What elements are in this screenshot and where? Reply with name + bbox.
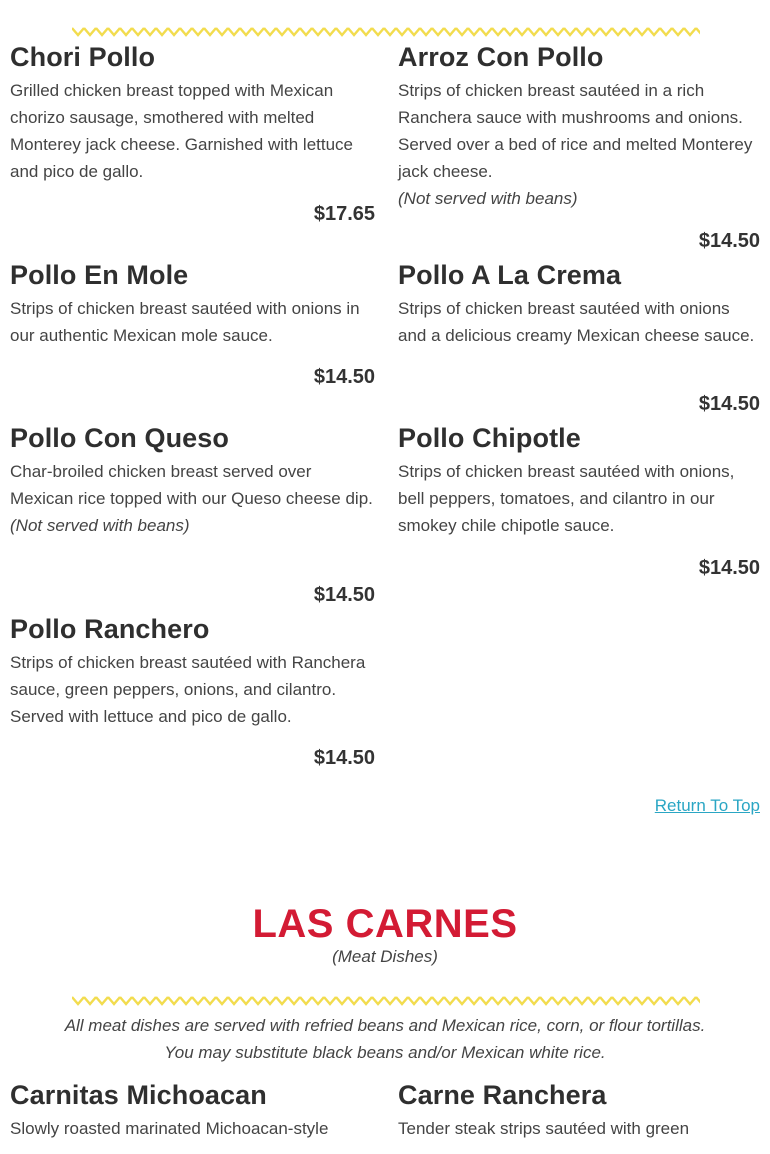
item-description: Strips of chicken breast sautéed with onions in our authentic Mexican mole sauce. bbox=[10, 299, 360, 345]
item-description: Strips of chicken breast sautéed with onions and a delicious creamy Mexican cheese sauce. bbox=[398, 299, 755, 345]
item-note: (Not served with beans) bbox=[10, 516, 190, 535]
item-name: Pollo A La Crema bbox=[398, 260, 622, 290]
item-price: $14.50 bbox=[313, 366, 375, 388]
menu-item-carne-ranchera bbox=[398, 1079, 760, 1154]
item-name: Carnitas Michoacan bbox=[10, 1080, 267, 1110]
item-price: $14.50 bbox=[698, 393, 760, 415]
item-name: Chori Pollo bbox=[10, 42, 156, 72]
zigzag-pattern bbox=[72, 25, 700, 37]
zigzag-divider-carnes bbox=[72, 994, 700, 1006]
item-description: Grilled chicken breast topped with Mexican chorizo sausage, smothered with melted Monterey jack cheese. Garnished with lettuce and pico de gallo. bbox=[10, 81, 354, 181]
menu-item-chori-pollo bbox=[10, 41, 375, 241]
item-price: $14.50 bbox=[313, 747, 375, 769]
item-description: Tender steak strips sautéed with green bbox=[398, 1119, 690, 1138]
menu-item-pollo-con-queso bbox=[10, 422, 375, 612]
item-name: Pollo En Mole bbox=[10, 260, 189, 290]
item-price: $14.50 bbox=[313, 584, 375, 606]
section-note-line: All meat dishes are served with refried beans and Mexican rice, corn, or flour tortillas. bbox=[64, 1016, 706, 1035]
section-note-line: You may substitute black beans and/or Mexican white rice. bbox=[164, 1043, 606, 1062]
section-title-las-carnes: LAS CARNES bbox=[252, 902, 518, 946]
item-name: Carne Ranchera bbox=[398, 1080, 607, 1110]
item-description: Slowly roasted marinated Michoacan-style bbox=[10, 1119, 329, 1138]
menu-item-pollo-chipotle bbox=[398, 422, 760, 592]
zigzag-divider-top bbox=[72, 25, 700, 37]
section-subtitle: (Meat Dishes) bbox=[332, 947, 438, 966]
item-note: (Not served with beans) bbox=[398, 189, 578, 208]
section-note bbox=[0, 1012, 770, 1066]
menu-item-carnitas-michoacan bbox=[10, 1079, 375, 1154]
item-price: $17.65 bbox=[313, 203, 375, 225]
menu-item-pollo-a-la-crema bbox=[398, 259, 760, 419]
menu-item-pollo-en-mole bbox=[10, 259, 375, 399]
return-to-top-link[interactable]: Return To Top bbox=[654, 796, 760, 815]
item-price: $14.50 bbox=[698, 557, 760, 579]
item-description: Strips of chicken breast sautéed in a rich Ranchera sauce with mushrooms and onions. Served over a bed of rice and melted Monterey jack cheese. bbox=[398, 81, 753, 181]
item-description: Strips of chicken breast sautéed with Ranchera sauce, green peppers, onions, and cilantro. Served with lettuce and pico de gallo. bbox=[10, 653, 366, 726]
menu-item-pollo-ranchero bbox=[10, 613, 375, 783]
item-name: Pollo Chipotle bbox=[398, 423, 581, 453]
item-name: Arroz Con Pollo bbox=[398, 42, 604, 72]
zigzag-pattern bbox=[72, 994, 700, 1006]
item-price: $14.50 bbox=[698, 230, 760, 252]
item-name: Pollo Ranchero bbox=[10, 614, 210, 644]
menu-item-arroz-con-pollo bbox=[398, 41, 760, 261]
item-description: Char-broiled chicken breast served over Mexican rice topped with our Queso cheese dip. bbox=[10, 462, 373, 508]
item-name: Pollo Con Queso bbox=[10, 423, 230, 453]
item-description: Strips of chicken breast sautéed with onions, bell peppers, tomatoes, and cilantro in our smokey chile chipotle sauce. bbox=[398, 462, 735, 535]
